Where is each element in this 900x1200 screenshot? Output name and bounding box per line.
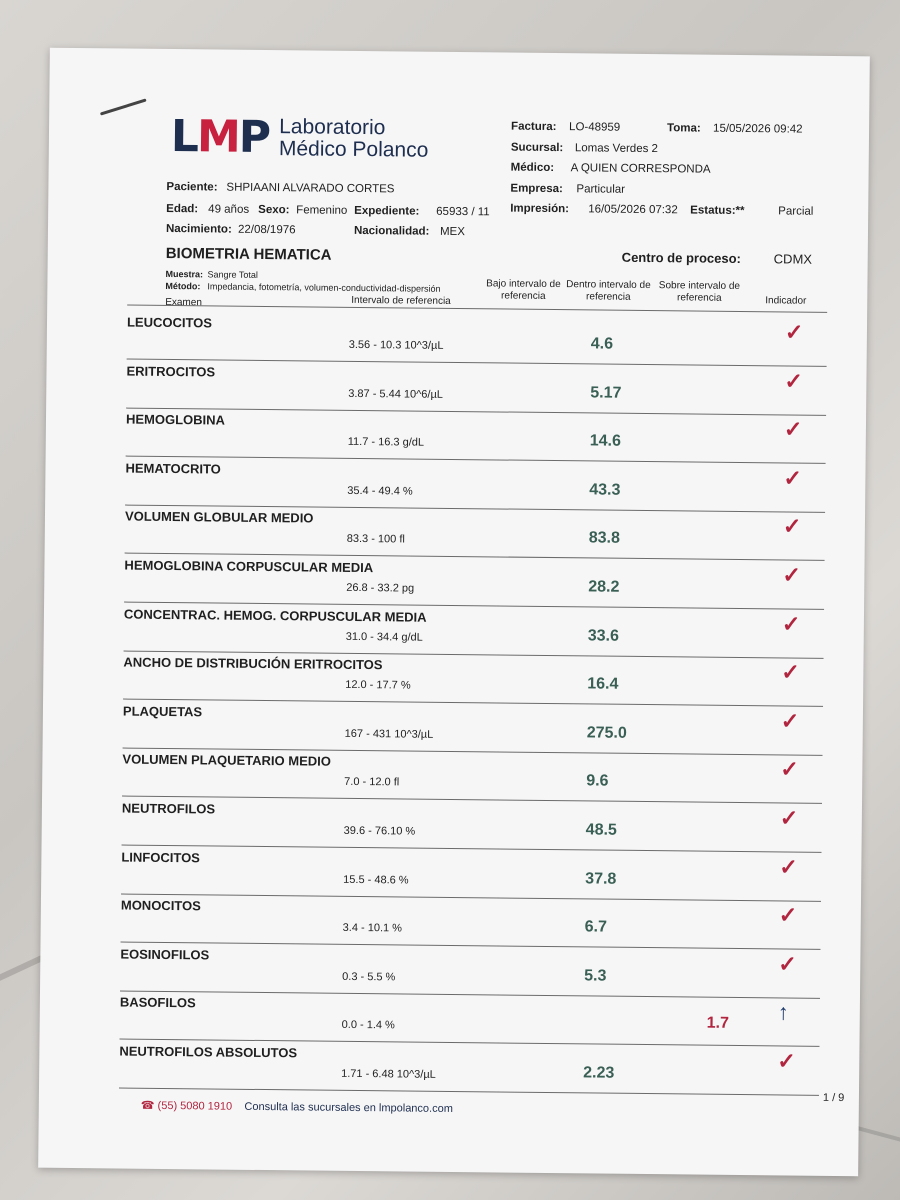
- muestra-value: Sangre Total: [207, 269, 258, 280]
- test-name: VOLUMEN PLAQUETARIO MEDIO: [122, 751, 331, 770]
- test-range: 11.7 - 16.3 g/dL: [347, 436, 425, 449]
- test-value: 16.4: [587, 675, 619, 693]
- col-sobre: Sobre intervalo de referencia: [658, 280, 741, 304]
- metodo-value: Impedancia, fotometría, volumen-conductividad-dispersión: [207, 281, 441, 294]
- test-name: LINFOCITOS: [121, 849, 200, 865]
- table-row: [124, 602, 824, 658]
- logo-mark: LMP: [170, 111, 270, 164]
- table-row: [120, 991, 820, 1047]
- test-name: BASOFILOS: [119, 994, 196, 1011]
- table-row: [120, 942, 820, 998]
- checkmark-icon: ✓: [784, 368, 804, 394]
- test-range: 12.0 - 17.7 %: [345, 679, 411, 692]
- test-range: 3.56 - 10.3 10^3/µL: [348, 338, 444, 352]
- test-range: 31.0 - 34.4 g/dL: [345, 630, 423, 644]
- arrow-up-icon: ↑: [777, 999, 789, 1025]
- col-bajo: Bajo intervalo de referencia: [486, 278, 561, 302]
- test-name: ERITROCITOS: [126, 363, 216, 380]
- sexo-label: Sexo:: [258, 203, 290, 217]
- phone-icon: ☎: [140, 1099, 155, 1112]
- estatus-value: Parcial: [778, 205, 814, 218]
- checkmark-icon: ✓: [781, 659, 800, 685]
- section-title: BIOMETRIA HEMATICA: [165, 244, 332, 264]
- test-name: HEMOGLOBINA CORPUSCULAR MEDIA: [124, 557, 374, 576]
- nacionalidad-value: MEX: [439, 225, 465, 239]
- nacimiento-value: 22/08/1976: [237, 223, 296, 237]
- test-range: 1.71 - 6.48 10^3/µL: [341, 1067, 436, 1081]
- test-value: 33.6: [587, 626, 619, 645]
- table-row: [122, 797, 822, 853]
- empresa-label: Empresa:: [510, 182, 563, 196]
- col-indicador: Indicador: [765, 295, 807, 307]
- test-name: PLAQUETAS: [122, 703, 203, 720]
- test-range: 7.0 - 12.0 fl: [344, 776, 400, 789]
- test-value: 4.6: [590, 335, 614, 353]
- test-name: VOLUMEN GLOBULAR MEDIO: [124, 508, 314, 526]
- centro-value: CDMX: [773, 251, 813, 267]
- test-value: 83.8: [588, 529, 621, 548]
- paciente-value: SHPIAANI ALVARADO CORTES: [226, 181, 395, 196]
- table-row: [124, 554, 824, 610]
- logo-line-1: Laboratorio: [279, 114, 386, 139]
- sexo-value: Femenino: [296, 204, 348, 217]
- sucursal-value: Lomas Verdes 2: [574, 142, 659, 156]
- logo-line-2: Médico Polanco: [278, 136, 429, 162]
- footer-phone: (55) 5080 1910: [157, 1099, 233, 1113]
- lab-logo: [171, 111, 429, 165]
- table-row: [126, 359, 826, 415]
- toma-label: Toma:: [667, 122, 701, 135]
- test-name: HEMATOCRITO: [125, 460, 221, 477]
- test-name: MONOCITOS: [120, 897, 201, 914]
- test-range: 3.4 - 10.1 %: [342, 922, 403, 935]
- footer: [141, 1099, 453, 1115]
- checkmark-icon: ✓: [781, 611, 801, 637]
- table-row: [126, 408, 826, 464]
- logo-text: [279, 116, 429, 162]
- test-name: HEMOGLOBINA: [125, 411, 226, 428]
- test-name: ANCHO DE DISTRIBUCIÓN ERITROCITOS: [123, 654, 383, 673]
- impresion-label: Impresión:: [510, 202, 570, 216]
- test-range: 39.6 - 76.10 %: [343, 824, 416, 838]
- table-row: [121, 845, 821, 901]
- checkmark-icon: ✓: [784, 319, 804, 345]
- expediente-value: 65933 / 11: [436, 205, 490, 219]
- footer-text: Consulta las sucursales en lmpolanco.com: [244, 1100, 453, 1116]
- test-range: 15.5 - 48.6 %: [343, 873, 409, 887]
- test-value: 48.5: [585, 821, 617, 839]
- table-row: [125, 456, 825, 512]
- test-range: 26.8 - 33.2 pg: [346, 581, 415, 595]
- checkmark-icon: ✓: [778, 951, 797, 977]
- nacionalidad-label: Nacionalidad:: [353, 224, 430, 238]
- metodo-label: Método:: [165, 280, 201, 292]
- medico-value: A QUIEN CORRESPONDA: [570, 162, 711, 176]
- checkmark-icon: ✓: [778, 902, 798, 928]
- checkmark-icon: ✓: [780, 708, 800, 734]
- test-range: 0.0 - 1.4 %: [341, 1019, 395, 1032]
- estatus-label: Estatus:**: [690, 204, 745, 218]
- checkmark-icon: ✓: [780, 756, 799, 783]
- table-row: [125, 505, 825, 561]
- muestra-label: Muestra:: [165, 268, 204, 280]
- factura-value: LO-48959: [569, 121, 621, 134]
- checkmark-icon: ✓: [783, 416, 803, 442]
- checkmark-icon: ✓: [779, 854, 798, 880]
- test-value: 6.7: [584, 918, 608, 936]
- test-name: EOSINOFILOS: [120, 946, 210, 963]
- centro-label: Centro de proceso:: [621, 249, 741, 266]
- test-value: 5.3: [584, 967, 607, 985]
- test-range: 83.3 - 100 fl: [346, 533, 405, 546]
- page-number: 1 / 9: [822, 1091, 845, 1105]
- col-intervalo: Intervalo de referencia: [351, 294, 451, 307]
- test-name: CONCENTRAC. HEMOG. CORPUSCULAR MEDIA: [123, 606, 427, 625]
- nacimiento-label: Nacimiento:: [165, 222, 232, 236]
- test-value: 1.7: [706, 1015, 730, 1033]
- test-value: 275.0: [586, 724, 627, 742]
- checkmark-icon: ✓: [782, 562, 801, 588]
- test-value: 43.3: [589, 481, 621, 499]
- table-row: [122, 748, 822, 804]
- empresa-value: Particular: [576, 183, 626, 196]
- sucursal-label: Sucursal:: [510, 141, 564, 155]
- factura-label: Factura:: [511, 120, 557, 134]
- table-row: [119, 1040, 819, 1096]
- test-name: NEUTROFILOS: [121, 800, 216, 817]
- table-row: [127, 311, 827, 367]
- checkmark-icon: ✓: [777, 1048, 796, 1074]
- pen-mark: [100, 98, 147, 115]
- test-range: 35.4 - 49.4 %: [347, 484, 413, 498]
- edad-label: Edad:: [166, 202, 199, 216]
- checkmark-icon: ✓: [783, 465, 802, 491]
- col-dentro: Dentro intervalo de referencia: [566, 279, 651, 303]
- checkmark-icon: ✓: [779, 805, 799, 831]
- test-value: 37.8: [585, 869, 617, 888]
- paciente-label: Paciente:: [166, 180, 218, 194]
- test-value: 5.17: [590, 384, 622, 402]
- medico-label: Médico:: [510, 161, 555, 175]
- table-row: [123, 651, 823, 707]
- test-range: 3.87 - 5.44 10^6/µL: [348, 387, 444, 401]
- table-row: [121, 894, 821, 950]
- test-value: 14.6: [589, 432, 622, 450]
- edad-value: 49 años: [208, 203, 250, 216]
- test-value: 2.23: [583, 1064, 615, 1082]
- checkmark-icon: ✓: [782, 513, 802, 540]
- impresion-value: 16/05/2026 07:32: [588, 203, 678, 217]
- col-examen: Examen: [165, 296, 202, 309]
- table-row: [123, 699, 823, 755]
- test-range: 167 - 431 10^3/µL: [344, 727, 434, 741]
- test-range: 0.3 - 5.5 %: [342, 970, 396, 984]
- test-value: 28.2: [588, 578, 620, 596]
- test-name: LEUCOCITOS: [126, 314, 213, 331]
- lab-report-page: [38, 48, 870, 1177]
- toma-value: 15/05/2026 09:42: [713, 122, 803, 136]
- test-value: 9.6: [586, 772, 609, 791]
- expediente-label: Expediente:: [354, 204, 420, 218]
- test-name: NEUTROFILOS ABSOLUTOS: [119, 1043, 298, 1061]
